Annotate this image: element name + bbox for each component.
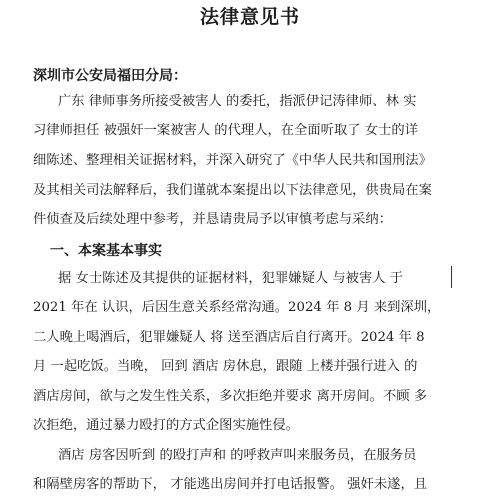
facts-line-4: 月 一起吃饭。当晚， 回到 酒店 房休息，跟随 上楼并强行进入 的 bbox=[33, 359, 418, 374]
facts-line-6: 次拒绝，通过暴力殴打的方式企图实施性侵。 bbox=[33, 418, 299, 433]
facts-para2-line-1: 酒店 房客因听到 的殴打声和 的呼救声叫来服务员，在服务员 bbox=[58, 448, 417, 463]
facts-line-3: 二人晚上喝酒后，犯罪嫌疑人 将 送至酒店后自行离开。2024 年 8 bbox=[33, 330, 425, 345]
section-heading-facts: 一、本案基本事实 bbox=[50, 243, 162, 259]
intro-line-2: 习律师担任 被强奸一案被害人 的代理人，在全面听取了 女士的详 bbox=[33, 123, 418, 138]
addressee: 深圳市公安局福田分局： bbox=[33, 68, 187, 84]
facts-para2-line-2: 和隔壁房客的帮助下， 才能逃出房间并打电话报警。 强奸未遂，且 bbox=[33, 477, 428, 492]
document-title: 法律意见书 bbox=[199, 6, 300, 28]
intro-line-3: 细陈述、整理相关证据材料，并深入研究了《中华人民共和国刑法》 bbox=[33, 153, 432, 168]
intro-line-1: 广东 律师事务所接受被害人 的委托，指派伊记涛律师、林 实 bbox=[58, 94, 417, 109]
facts-line-5: 酒店房间，欲与之发生性关系，多次拒绝并要求 离开房间。不顾 多 bbox=[33, 389, 428, 404]
facts-line-2: 2021 年在 认识，后因生意关系经常沟通。2024 年 8 月 来到深圳， bbox=[33, 300, 441, 315]
facts-line-1: 据 女士陈述及其提供的证据材料，犯罪嫌疑人 与被害人 于 bbox=[58, 271, 404, 286]
intro-line-4: 及其相关司法解释后，我们谨就本案提出以下法律意见，供贵局在案 bbox=[33, 183, 432, 198]
text-cursor bbox=[451, 266, 452, 288]
intro-line-5: 件侦查及后续处理中参考，并恳请贵局予以审慎考虑与采纳： bbox=[33, 212, 393, 227]
